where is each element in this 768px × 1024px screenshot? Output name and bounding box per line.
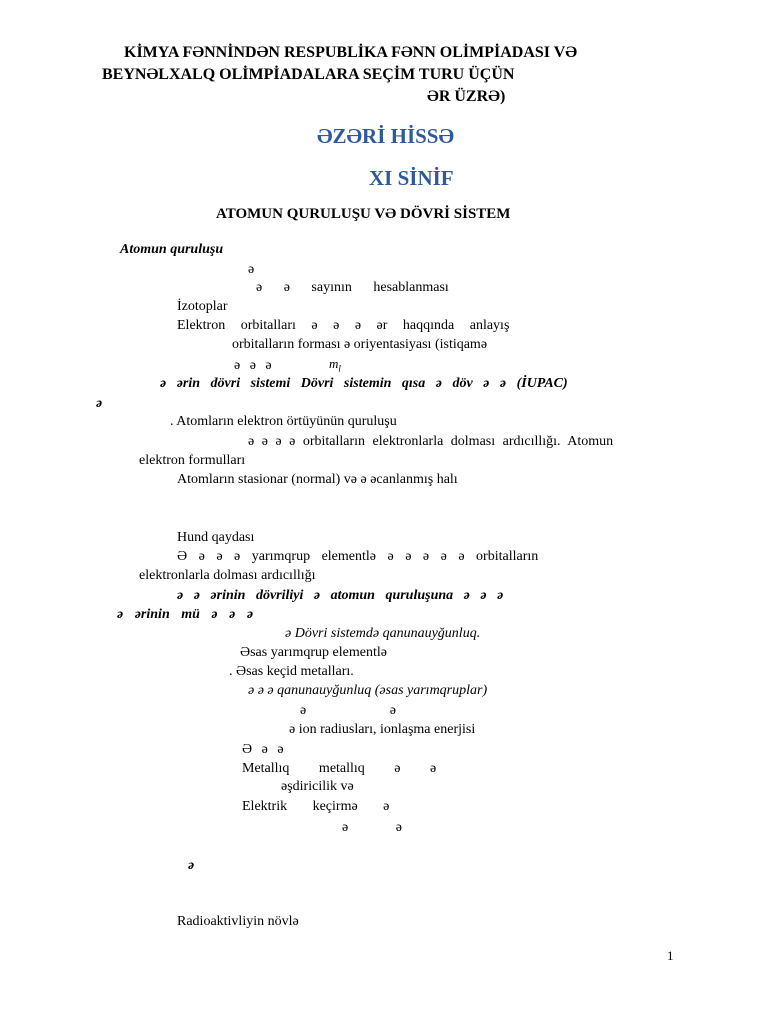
line-22: ə ə ə qanunauyğunluq (əsas yarımqruplar) [248,683,488,698]
line-05: Elektron orbitalları ə ə ə ər haqqında anlayış [177,318,510,333]
line-17: ə ə ərinin dövriliyi ə atomun quruluşuna ə ə ə [177,588,504,603]
line-09: ə [96,396,103,411]
line-02: ə [248,262,255,277]
line-20: Əsas yarımqrup elementlə [240,645,387,660]
section-title: ƏZƏRİ HİSSƏ [317,124,455,148]
line-18: ə ərinin mü ə ə ə [117,607,254,622]
line-14: Hund qaydası [177,530,255,545]
line-25: Ə ə ə [242,742,284,757]
grade-title: XI SİNİF [369,166,454,190]
line-29: ə ə [342,820,402,835]
line-01: Atomun quruluşu [120,242,224,257]
line-06: orbitalların forması ə oriyentasiyası (istiqamə [232,337,488,352]
line-11: ə ə ə ə orbitalların elektronlarla dolması ardıcıllığı. Atomun [248,434,614,449]
line-19: ə Dövri sistemdə qanunauyğunluq. [285,626,481,641]
line-15: Ə ə ə ə yarımqrup elementlə ə ə ə ə ə orbitalların [177,549,539,564]
line-21: . Əsas keçid metalları. [229,664,354,679]
line-23: ə ə [300,703,396,718]
line-27: əşdiricilik və [281,779,354,794]
line-07-symbol: $m_l$ [329,356,341,374]
line-07: ə ə ə [234,358,272,373]
line-28: Elektrik keçirmə ə [242,799,390,814]
page-number: 1 [667,948,674,963]
line-04: İzotoplar [177,299,228,314]
line-31: Radioaktivliyin növlə [177,914,299,929]
line-16: elektronlarla dolması ardıcıllığı [139,568,316,583]
header-line-1: KİMYA FƏNNİNDƏN RESPUBLİKA FƏNN OLİMPİADASI VƏ [124,44,578,61]
line-26: Metallıq metallıq ə ə [242,761,437,776]
topic-title: ATOMUN QURULUŞU VƏ DÖVRİ SİSTEM [216,206,511,222]
line-03: ə ə sayının hesablanması [256,280,449,295]
line-30: ə [188,858,195,873]
header-line-3: ƏR ÜZRƏ) [427,88,506,105]
line-13: Atomların stasionar (normal) və ə əcanlanmış halı [177,472,458,487]
line-24: ə ion radiusları, ionlaşma enerjisi [289,722,476,737]
line-12: elektron formulları [139,453,246,468]
line-10: . Atomların elektron örtüyünün quruluşu [170,414,397,429]
line-08: ə ərin dövri sistemi Dövri sistemin qısa ə döv ə ə (İUPAC) [160,376,568,391]
header-line-2: BEYNƏLXALQ OLİMPİADALARA SEÇİM TURU ÜÇÜN [102,66,515,83]
